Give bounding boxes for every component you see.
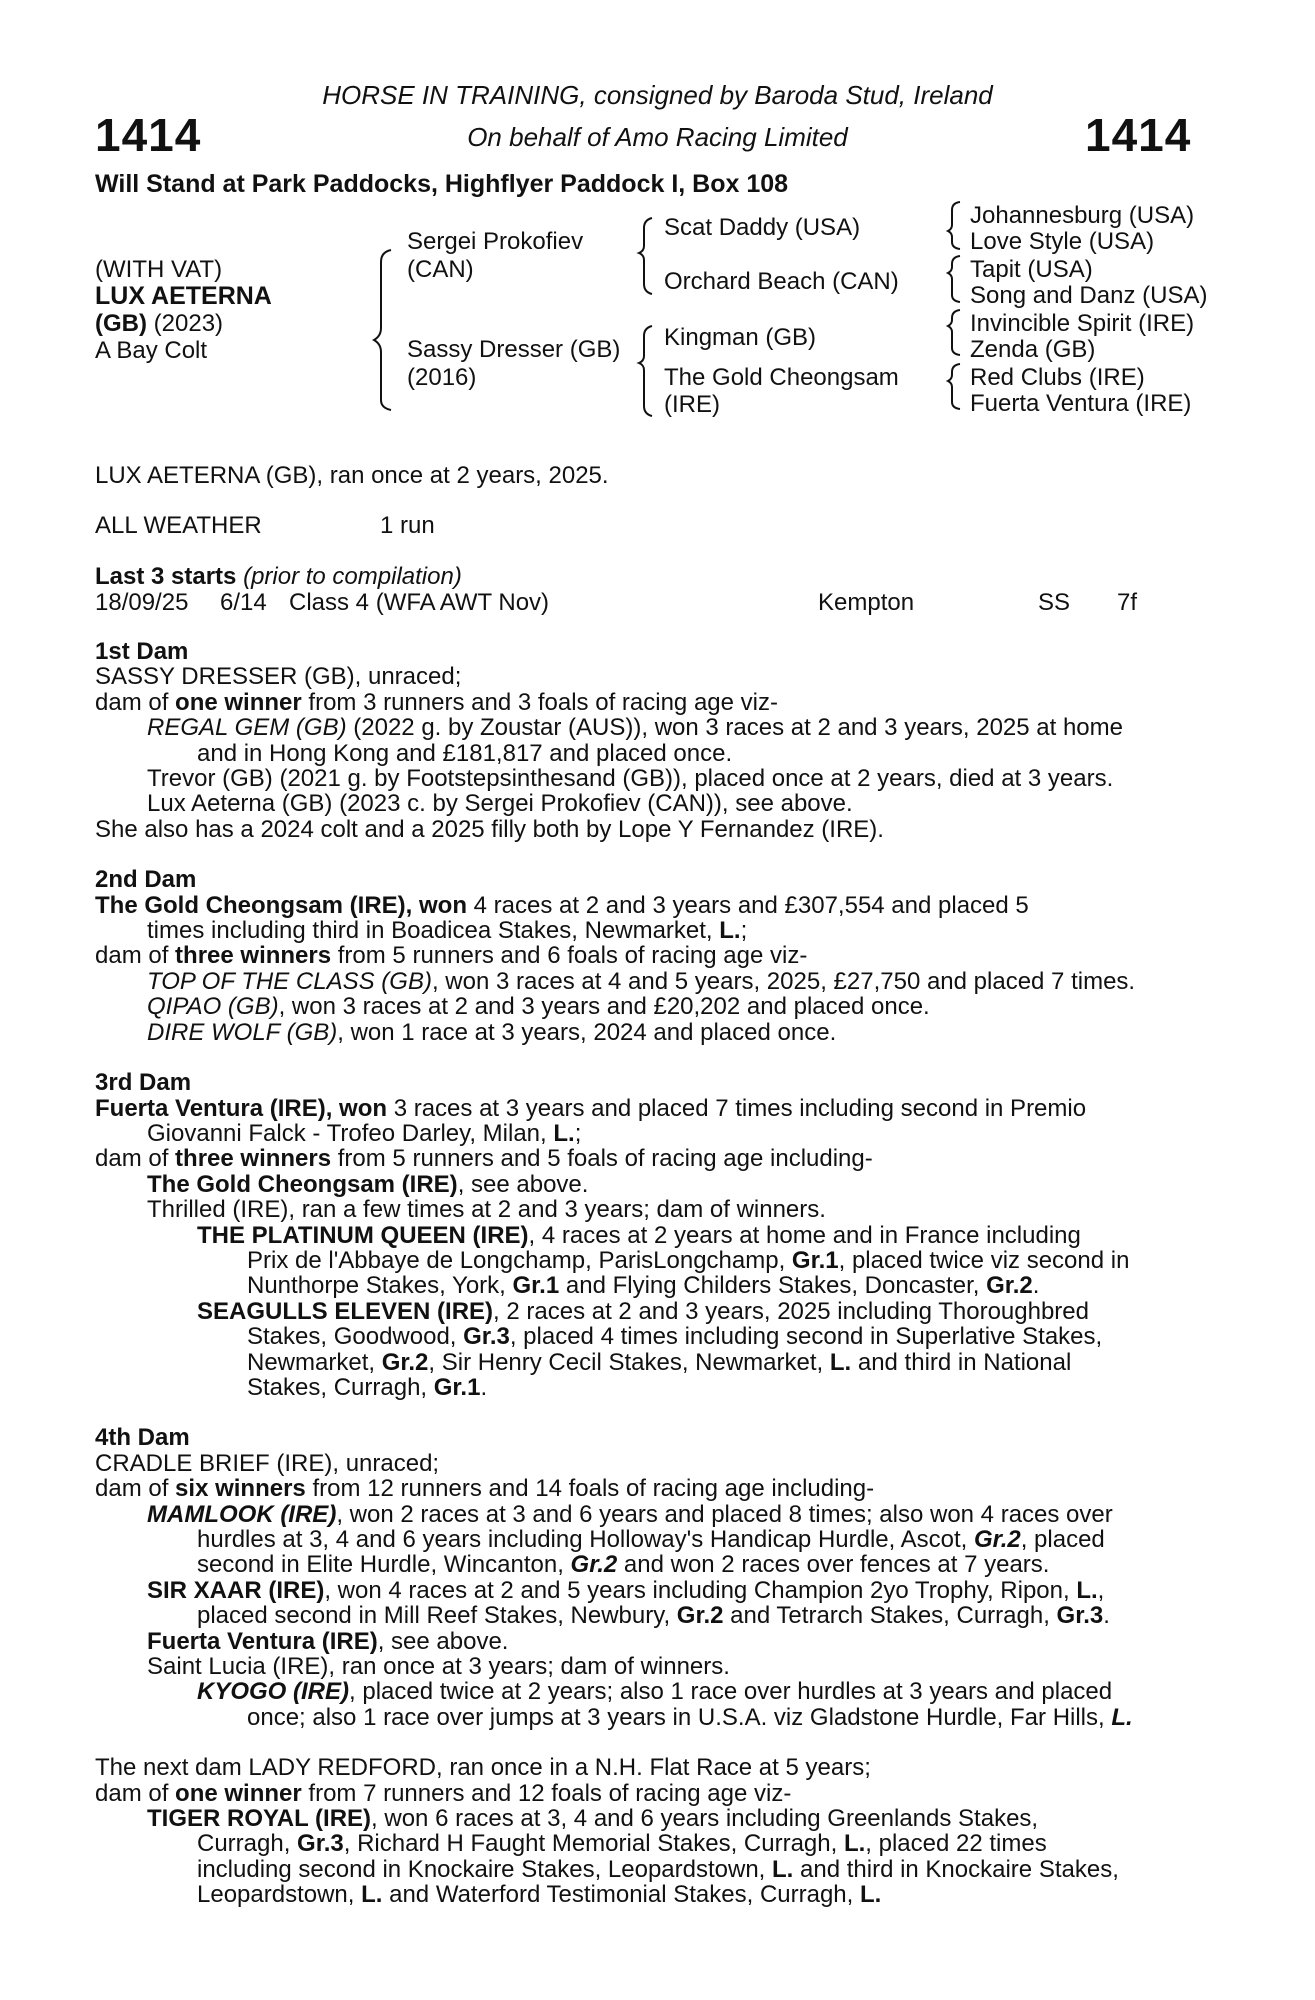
dam1-line: and in Hong Kong and £181,817 and placed once. [197,739,733,767]
section-gap [95,842,1205,867]
dam3-heading: 3rd Dam [95,1069,192,1097]
dam2-line: times including third in Boadicea Stakes, Newmarket, L.; [147,917,748,945]
sire-name: Sergei Prokofiev [407,228,584,255]
brace-dam [639,326,652,416]
sire-dam: Orchard Beach (CAN) [664,268,899,295]
next-dam-line: including second in Knockaire Stakes, Leopardstown, L. and third in Knockaire Stakes, [197,1855,1119,1883]
dam4-line: second in Elite Hurdle, Wincanton, Gr.2 and won 2 races over fences at 7 years. [197,1551,1050,1579]
dam4-line: Fuerta Ventura (IRE), see above. [147,1627,509,1655]
dam1-line: Lux Aeterna (GB) (2023 c. by Sergei Prokofiev (CAN)), see above. [147,790,853,818]
last-starts-note: (prior to compilation) [243,563,462,590]
dam1-line: She also has a 2024 colt and a 2025 filly both by Lope Y Fernandez (IRE). [95,815,884,843]
last-starts-label: Last 3 starts [95,563,237,590]
lot-number-right: 1414 [1085,109,1192,161]
race-summary: LUX AETERNA (GB), ran once at 2 years, 2025. [95,462,609,489]
behalf-line: On behalf of Amo Racing Limited [467,122,848,152]
start-position: 6/14 [220,589,267,616]
dam1-line: dam of one winner from 3 runners and 3 foals of racing age viz- [95,688,778,716]
gen3-sdd: Song and Danz (USA) [970,282,1208,309]
brace-ss [948,202,960,249]
dam3-line: Nunthorpe Stakes, York, Gr.1 and Flying Childers Stakes, Doncaster, Gr.2. [247,1272,1040,1300]
brace-gen1 [374,250,391,410]
dam-name: Sassy Dresser (GB) [407,336,621,363]
sire-sire: Scat Daddy (USA) [664,214,861,241]
dam3-line: Prix de l'Abbaye de Longchamp, ParisLongchamp, Gr.1, placed twice viz second in [247,1246,1130,1274]
vat-note: (WITH VAT) [95,256,223,283]
dam-sire: Kingman (GB) [664,324,817,351]
dam-dam: The Gold Cheongsam [664,364,899,391]
dam3-line: THE PLATINUM QUEEN (IRE), 4 races at 2 years at home and in France including [197,1221,1081,1249]
dam2-line: dam of three winners from 5 runners and 6 foals of racing age viz- [95,942,808,970]
dam1-heading: 1st Dam [95,638,189,665]
dam3-line: Stakes, Curragh, Gr.1. [247,1373,488,1401]
next-dam-line: dam of one winner from 7 runners and 12 foals of racing age viz- [95,1779,792,1807]
start-race: Class 4 (WFA AWT Nov) [289,589,550,616]
gen3-dds: Red Clubs (IRE) [970,364,1145,391]
gen3-ddd: Fuerta Ventura (IRE) [970,390,1192,417]
consignor-line: HORSE IN TRAINING, consigned by Baroda Stud, Ireland [322,80,993,110]
brace-sd [948,256,960,302]
horse-country: (GB) [95,310,147,337]
gen3-sss: Johannesburg (USA) [970,202,1195,229]
brace-sire [639,218,652,294]
dam4-heading: 4th Dam [95,1424,190,1452]
dam3-line: Thrilled (IRE), ran a few times at 2 and 3 years; dam of winners. [147,1196,826,1224]
dam3-line: Stakes, Goodwood, Gr.3, placed 4 times including second in Superlative Stakes, [247,1323,1103,1351]
dam2-line: DIRE WOLF (GB), won 1 race at 3 years, 2024 and placed once. [147,1018,837,1046]
gen3-ssd: Love Style (USA) [970,228,1155,255]
dam1-line: REGAL GEM (GB) (2022 g. by Zoustar (AUS)), won 3 races at 2 and 3 years, 2025 at home [147,714,1123,742]
dam4-line: hurdles at 3, 4 and 6 years including Holloway's Handicap Hurdle, Ascot, Gr.2, placed [197,1526,1105,1553]
dam3-line: dam of three winners from 5 runners and 5 foals of racing age including- [95,1145,873,1173]
brace-ds [948,310,960,355]
gen3-sds: Tapit (USA) [970,256,1093,283]
stand-location: Will Stand at Park Paddocks, Highflyer Paddock I, Box 108 [95,170,789,198]
dam2-line: TOP OF THE CLASS (GB), won 3 races at 4 and 5 years, 2025, £27,750 and placed 7 times. [147,967,1136,995]
start-distance: 7f [1117,589,1138,616]
dam4-line: Saint Lucia (IRE), ran once at 3 years; dam of winners. [147,1653,730,1681]
dam4-line: CRADLE BRIEF (IRE), unraced; [95,1449,440,1477]
sire-country: (CAN) [407,256,474,283]
gen3-dss: Invincible Spirit (IRE) [970,310,1195,337]
dam-dam-country: (IRE) [664,391,720,418]
lot-number-left: 1414 [95,109,202,161]
start-going: SS [1038,589,1071,616]
dam3-line: Giovanni Falck - Trofeo Darley, Milan, L.; [147,1119,582,1147]
horse-year: (2023) [146,310,224,337]
section-gap [95,1730,1205,1755]
dam3-line: The Gold Cheongsam (IRE), see above. [147,1170,589,1198]
next-dam-line: Curragh, Gr.3, Richard H Faught Memorial Stakes, Curragh, L., placed 22 times [197,1830,1047,1858]
section-gap [95,1400,1205,1425]
dam1-line: SASSY DRESSER (GB), unraced; [95,663,462,691]
dam4-line: KYOGO (IRE), placed twice at 2 years; also 1 race over hurdles at 3 years and placed [197,1678,1113,1706]
gen3-dsd: Zenda (GB) [970,336,1096,363]
dam4-line: dam of six winners from 12 runners and 14 foals of racing age including- [95,1475,875,1503]
dam3-line: Newmarket, Gr.2, Sir Henry Cecil Stakes, Newmarket, L. and third in National [247,1348,1072,1376]
dam1-line: Trevor (GB) (2021 g. by Footstepsinthesand (GB)), placed once at 2 years, died at 3 years. [147,765,1114,793]
dam-sections [95,639,1205,1908]
dam3-line: SEAGULLS ELEVEN (IRE), 2 races at 2 and 3 years, 2025 including Thoroughbred [197,1297,1089,1325]
dam2-line: QIPAO (GB), won 3 races at 2 and 3 years and £20,202 and placed once. [147,993,930,1021]
horse-name: LUX AETERNA [95,282,272,310]
next-dam-line: TIGER ROYAL (IRE), won 6 races at 3, 4 and 6 years including Greenlands Stakes, [147,1805,1039,1833]
last-starts-heading [95,563,462,590]
dam4-line: MAMLOOK (IRE), won 2 races at 3 and 6 years and placed 8 times; also won 4 races over [147,1500,1113,1528]
dam4-line: placed second in Mill Reef Stakes, Newbury, Gr.2 and Tetrarch Stakes, Curragh, Gr.3. [197,1602,1110,1630]
horse-description: A Bay Colt [95,337,208,364]
dam2-heading: 2nd Dam [95,866,197,894]
dam4-line: SIR XAAR (IRE), won 4 races at 2 and 5 years including Champion 2yo Trophy, Ripon, L., [147,1576,1105,1604]
race-surface: ALL WEATHER [95,512,262,539]
start-course: Kempton [818,589,915,616]
dam2-line: The Gold Cheongsam (IRE), won 4 races at 2 and 3 years and £307,554 and placed 5 [95,891,1029,919]
next-dam-line: Leopardstown, L. and Waterford Testimonial Stakes, Curragh, L. [197,1881,882,1909]
start-date: 18/09/25 [95,589,189,616]
brace-dd [948,364,960,409]
dam-year: (2016) [407,364,477,391]
section-gap [95,1045,1205,1070]
race-runs: 1 run [380,512,435,539]
next-dam-line: The next dam LADY REDFORD, ran once in a N.H. Flat Race at 5 years; [95,1754,871,1782]
dam3-line: Fuerta Ventura (IRE), won 3 races at 3 years and placed 7 times including second in Premio [95,1094,1087,1122]
dam4-line: once; also 1 race over jumps at 3 years in U.S.A. viz Gladstone Hurdle, Far Hills, L. [247,1703,1133,1731]
